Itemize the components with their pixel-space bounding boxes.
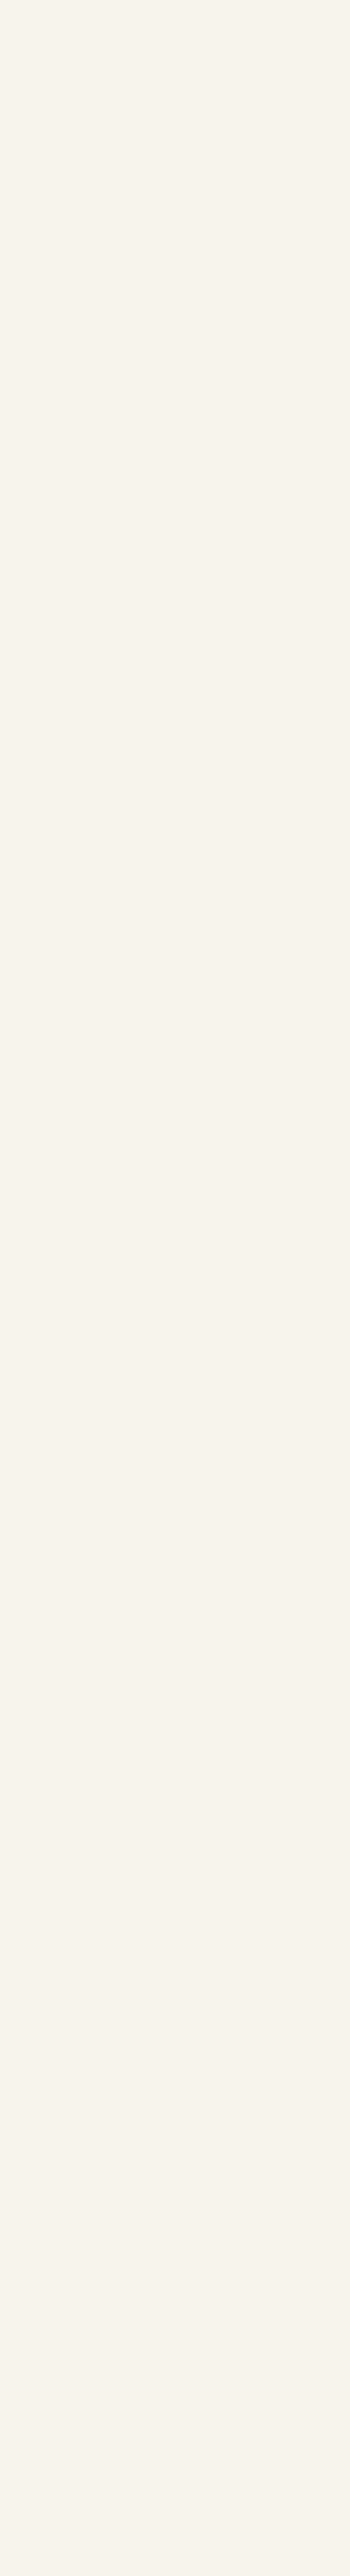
chapter-reader [0, 0, 350, 26]
